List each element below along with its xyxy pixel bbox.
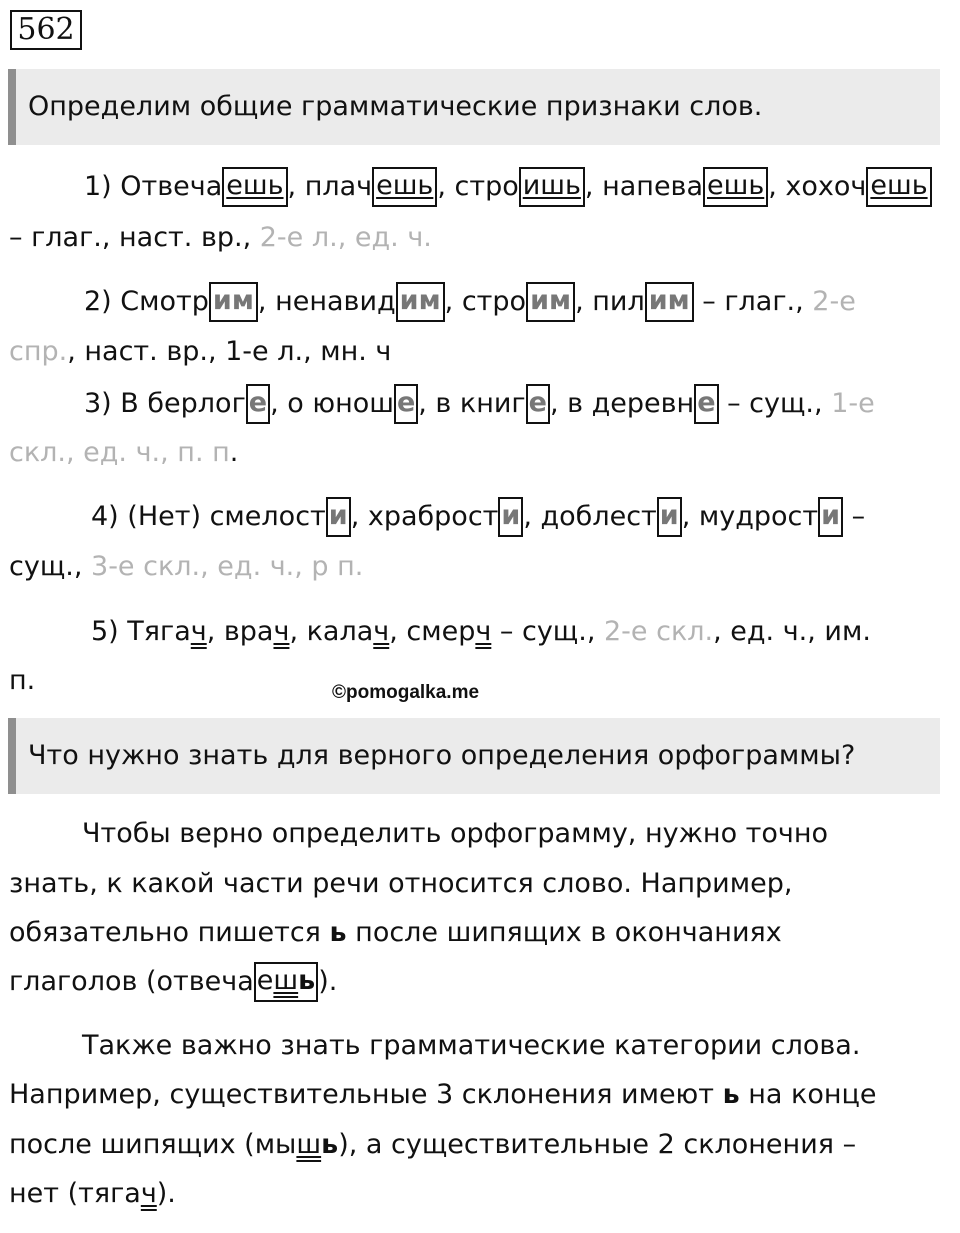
para2-line2: Например, существительные 3 склонения имеют ь на конце xyxy=(9,1079,877,1110)
item5-line2: п. xyxy=(9,665,36,696)
item1-line1: 1) Отвеча ешь , плач ешь , стро ишь , напева ешь , хохоч ешь xyxy=(84,167,932,207)
ending-box: и xyxy=(657,497,682,537)
ending-box: им xyxy=(526,282,575,322)
para1-line3: обязательно пишется ь после шипящих в окончаниях xyxy=(9,917,782,948)
item5-line1: 5) Тягач, врач, калач, смерч – сущ., 2-е скл., ед. ч., им. xyxy=(91,616,871,647)
item4-line2: сущ., 3-е скл., ед. ч., р п. xyxy=(9,551,364,582)
item4-line1: 4) (Нет) смелост и , храброст и , доблест и , мудрост и – xyxy=(91,497,865,537)
ending-box: ешь xyxy=(372,167,437,207)
watermark: ©pomogalka.me xyxy=(332,682,480,703)
heading-orthogram-question: Что нужно знать для верного определения орфограммы? xyxy=(8,718,940,794)
ending-box: е xyxy=(526,384,550,424)
heading-grammar-features: Определим общие грамматические признаки слов. xyxy=(8,69,940,145)
item1-line2: – глаг., наст. вр., 2-е л., ед. ч. xyxy=(9,222,432,253)
ending-box: и xyxy=(818,497,843,537)
ending-box: ешь xyxy=(222,167,287,207)
item3-line1: 3) В берлог е , о юнош е , в книг е , в деревн е – сущ., 1-е xyxy=(84,384,875,424)
ending-box: им xyxy=(645,282,694,322)
para1-line2: знать, к какой части речи относится слово. Например, xyxy=(9,868,793,899)
para1-line1: Чтобы верно определить орфограмму, нужно точно xyxy=(82,818,829,849)
ending-box: ешь xyxy=(703,167,768,207)
ending-box: им xyxy=(396,282,445,322)
item2-line1: 2) Смотр им , ненавид им , стро им , пил им – глаг., 2-е xyxy=(84,282,856,322)
ending-box: ишь xyxy=(519,167,585,207)
para1-line4: глаголов (отвеча ешь ). xyxy=(9,962,337,1002)
para2-line3: после шипящих (мышь), а существительные 2 склонения – xyxy=(9,1129,857,1160)
item2-line2: спр., наст. вр., 1-е л., мн. ч xyxy=(9,336,392,367)
ending-box: и xyxy=(498,497,523,537)
ending-box: ешь xyxy=(254,962,318,1002)
task-number: 562 xyxy=(10,10,82,50)
item3-line2: скл., ед. ч., п. п. xyxy=(9,437,239,468)
ending-box: е xyxy=(394,384,418,424)
ending-box: е xyxy=(694,384,718,424)
ending-box: и xyxy=(326,497,351,537)
ending-box: ешь xyxy=(866,167,931,207)
ending-box: им xyxy=(209,282,258,322)
para2-line1: Также важно знать грамматические категории слова. xyxy=(82,1030,861,1061)
ending-box: е xyxy=(246,384,270,424)
para2-line4: нет (тягач). xyxy=(9,1178,176,1209)
